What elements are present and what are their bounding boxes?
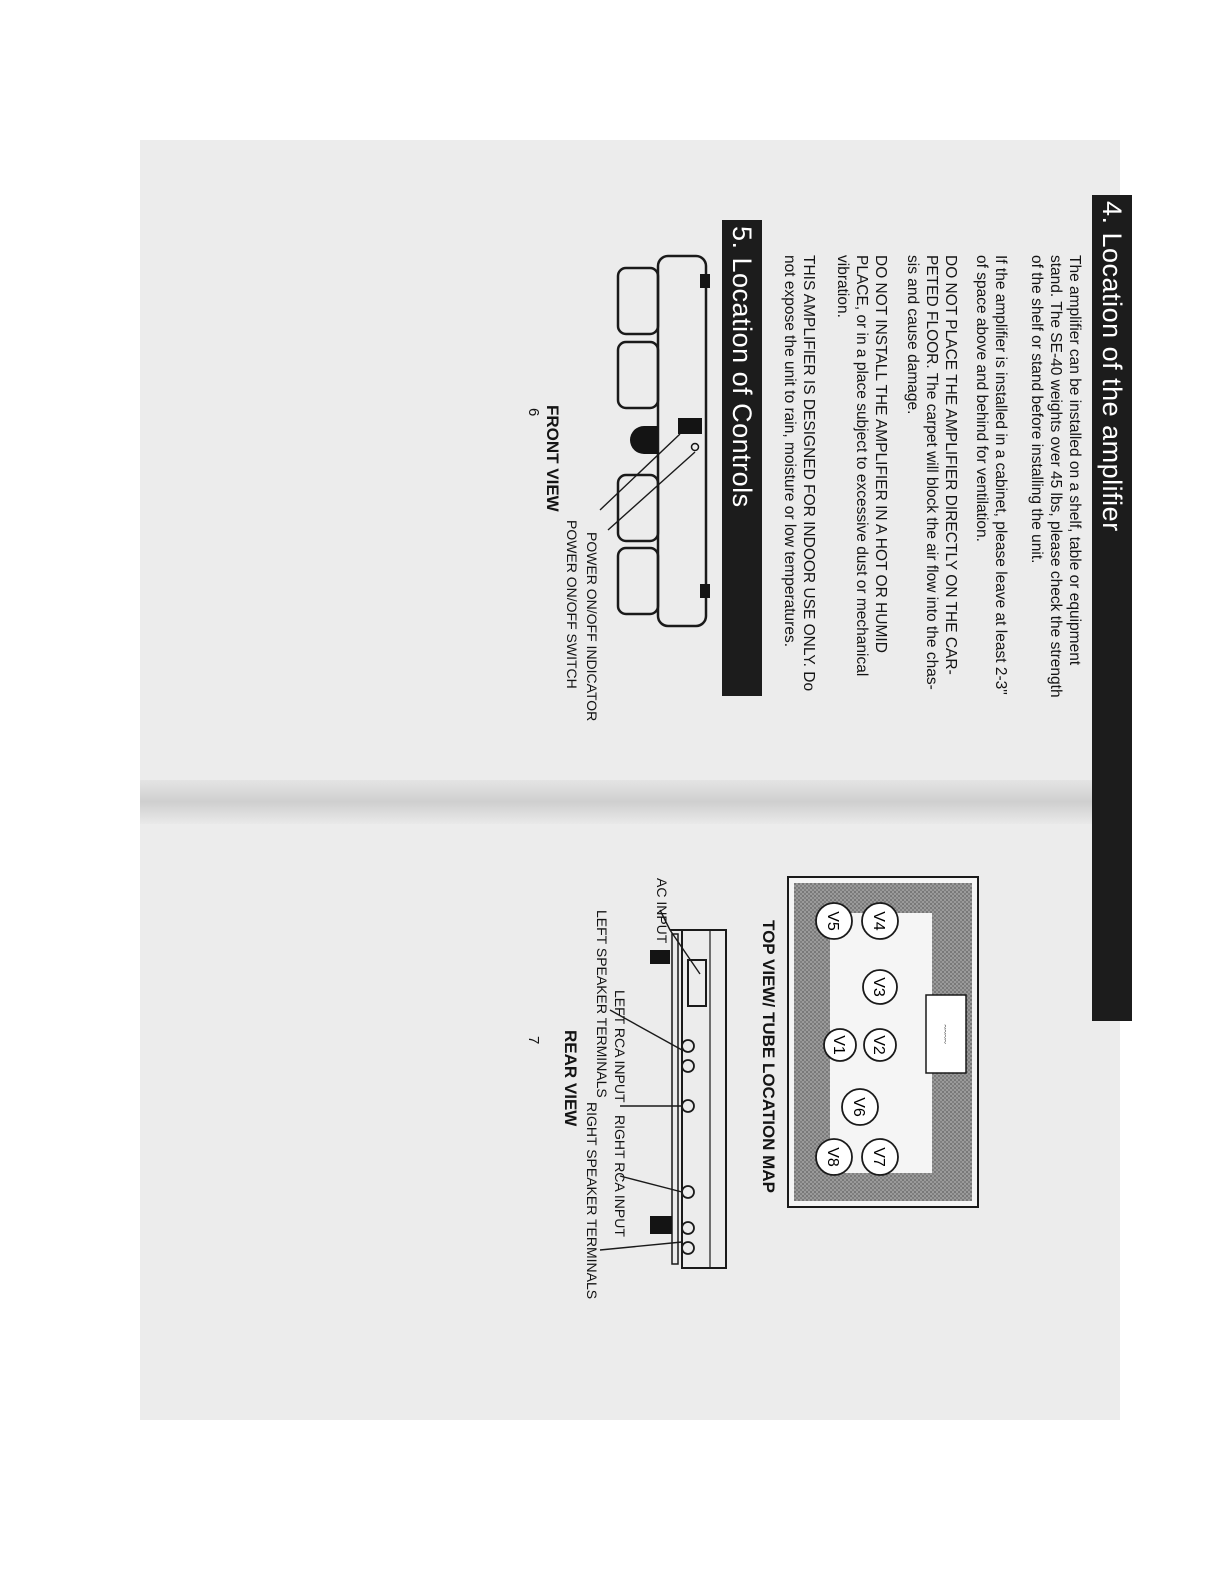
tube-v8 [816, 1139, 852, 1175]
tube-map [780, 875, 980, 1215]
right-rca-label: RIGHT RCA INPUT [612, 1115, 628, 1237]
page-number: 6 [525, 408, 542, 417]
tube-v7-label: V7 [870, 1147, 887, 1167]
front-callout-lines [590, 440, 700, 540]
para-carpet: DO NOT PLACE THE AMPLIFIER DIRECTLY ON THE CAR- PETED FLOOR. The carpet will block the air flow into the chas- sis and cause damage. [904, 255, 959, 690]
tube-v8-label: V8 [824, 1147, 841, 1167]
tube-v7 [862, 1139, 898, 1175]
right-speaker-label: RIGHT SPEAKER TERMINALS [584, 1102, 600, 1300]
section-4-heading: 4. Location of the amplifier [1092, 195, 1132, 1021]
tube-v1 [824, 1029, 856, 1061]
power-indicator-label: POWER ON/OFF INDICATOR [584, 532, 600, 722]
power-switch-label: POWER ON/OFF SWITCH [564, 520, 580, 689]
tube-v5 [816, 903, 852, 939]
left-speaker-label: LEFT SPEAKER TERMINALS [594, 910, 610, 1098]
tube-v2 [864, 1029, 896, 1061]
top-view-title: TOP VIEW/ TUBE LOCATION MAP [759, 920, 778, 1193]
tube-v4-label: V4 [870, 911, 887, 931]
tube-v3-label: V3 [870, 977, 887, 997]
tube-v6 [842, 1089, 878, 1125]
page-6 [520, 140, 1140, 760]
tube-v5-label: V5 [824, 911, 841, 931]
left-rca-label: LEFT RCA INPUT [612, 990, 628, 1103]
rear-view-title: REAR VIEW [561, 1030, 580, 1127]
tube-v6-label: V6 [850, 1097, 867, 1117]
ac-input-label: AC INPUT [654, 878, 670, 944]
tube-v3 [863, 970, 897, 1004]
section-5-heading: 5. Location of Controls [722, 220, 762, 696]
para-cabinet: If the amplifier is installed in a cabinet, please leave at least 2-3" of space above and behind for ventilation. [973, 255, 1009, 695]
para-indoor: THIS AMPLIFIER IS DESIGNED FOR INDOOR USE ONLY. Do not expose the unit to rain, moisture or low temperatures. [781, 255, 817, 692]
front-view-title: FRONT VIEW [543, 405, 562, 512]
para-humid: DO NOT INSTALL THE AMPLIFIER IN A HOT OR HUMID PLACE, or in a place subject to excessive dust or mechanical vibration. [834, 255, 889, 677]
tube-v1-label: V1 [830, 1035, 847, 1055]
page-number: 7 [525, 1036, 542, 1045]
tube-v4 [862, 903, 898, 939]
para-shelf: The amplifier can be installed on a shelf, table or equipment stand. The SE-40 weights over 45 lbs, please check the strength of the shelf or stand before installing the unit. [1028, 255, 1083, 698]
page-7 [520, 780, 1140, 1400]
svg-text:~~~~: ~~~~ [940, 1024, 950, 1044]
tube-v2-label: V2 [870, 1035, 887, 1055]
